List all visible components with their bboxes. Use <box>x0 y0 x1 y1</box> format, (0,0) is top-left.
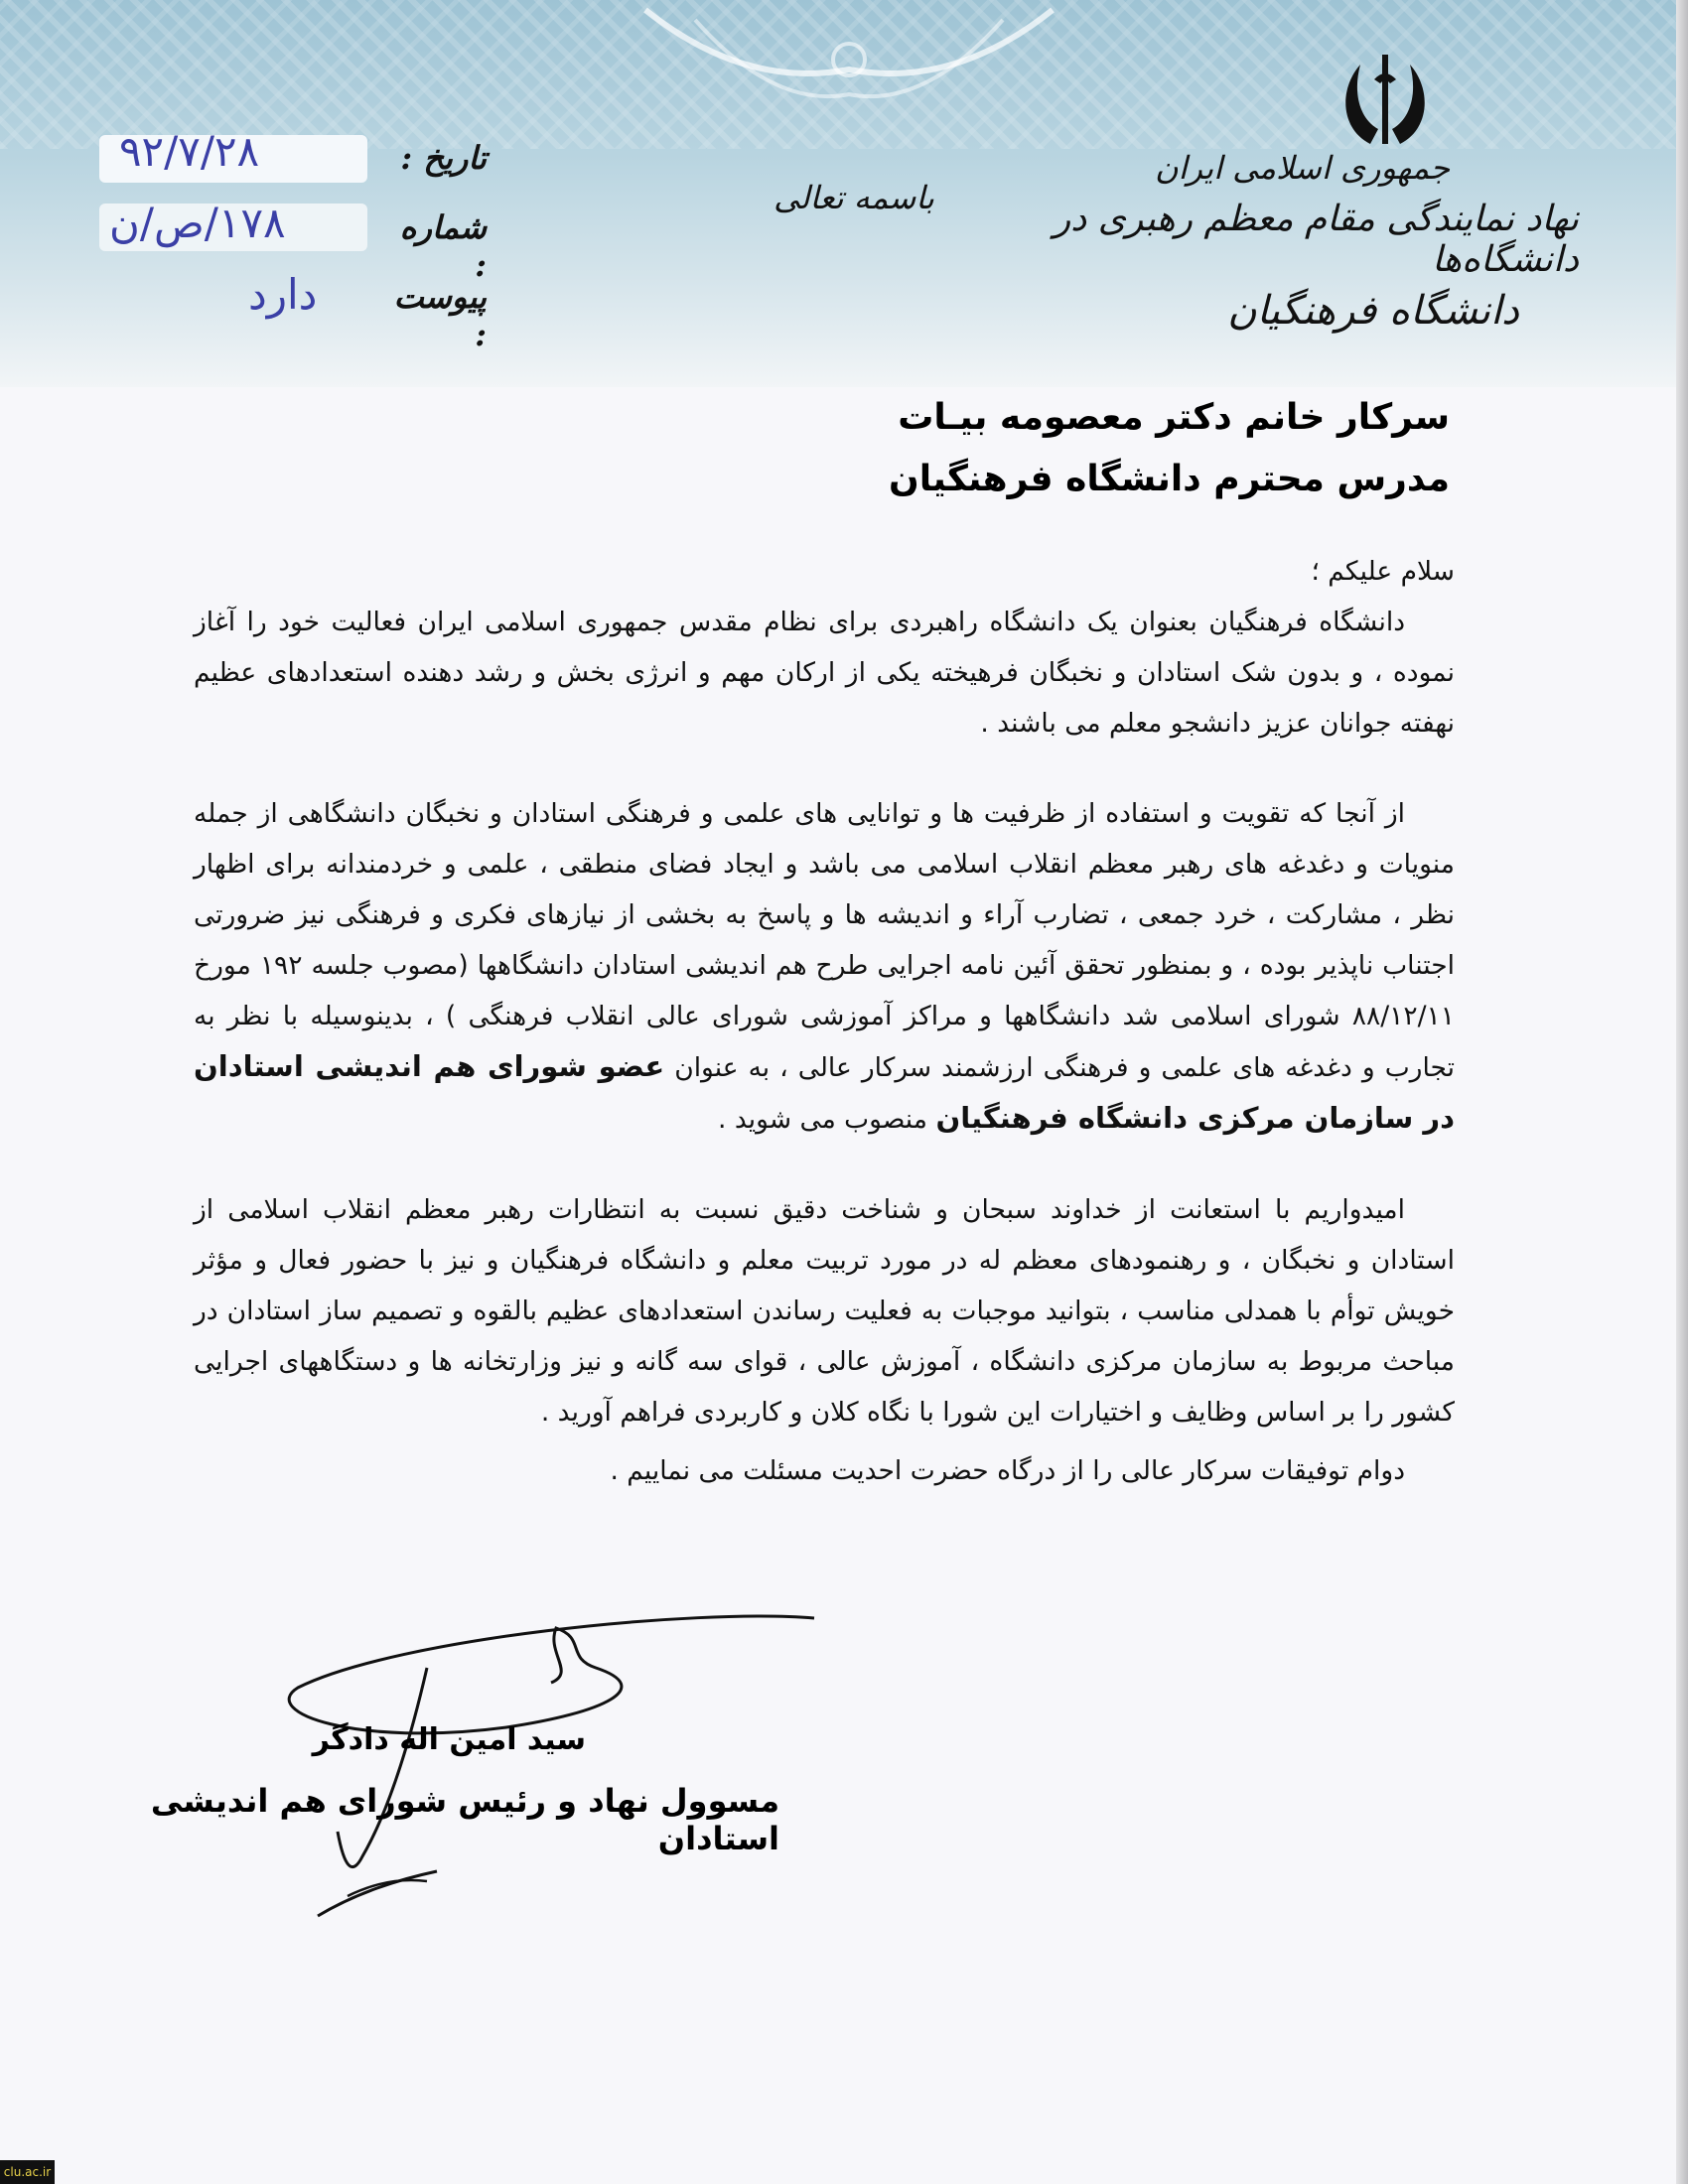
date-value: ۹۲/۷/۲۸ <box>119 127 260 176</box>
addressee-title: مدرس محترم دانشگاه فرهنگیان <box>889 459 1450 499</box>
paragraph-2-text: از آنجا که تقویت و استفاده از ظرفیت ها و توانایی های علمی و فرهنگی استادان و نخبگان دانشگاهی از جمله منویات و دغدغه های رهبر معظم انقلاب اسلامی می باشد و ایجاد فضای منطقی ، علمی و خردمندانه برای اظهار نظر ، مشارکت ، خرد جمعی ، تضارب آراء و اندیشه ها و پاسخ به بخشی از نیازهای فکری و فرهنگی نیز ضرورتی اجتناب ناپذیر بوده ، و بمنظور تحقق آئین نامه اجرایی طرح هم اندیشی استادان دانشگاهها (مصوب جلسه ۱۹۲ مورخ ۸۸/۱۲/۱۱ شورای اسلامی شد دانشگاهها و مراکز آموزشی شورای عالی انقلاب فرهنگی ) ، بدینوسیله با نظر به تجارب و دغدغه های علمی و فرهنگی ارزشمند سرکار عالی ، به عنوان <box>194 798 1455 1083</box>
site-logo: clu.ac.ir <box>0 2160 55 2184</box>
paragraph-2-end: منصوب می شوید . <box>718 1104 927 1135</box>
ornament-icon <box>635 0 1062 139</box>
attachment-label: پیوست : <box>393 278 487 353</box>
appointment-title: عضو شورای هم اندیشی استادان در سازمان مرکزی دانشگاه فرهنگیان <box>194 1049 1455 1135</box>
signatory-name: سید امین اله دادگر <box>312 1722 586 1757</box>
scan-edge <box>1676 0 1688 2184</box>
basmala: باسمه تعالی <box>774 179 934 216</box>
letter-body <box>194 546 1455 1496</box>
letterhead-office: نهاد نمایندگی مقام معظم رهبری در دانشگاه‌ها <box>1053 199 1579 280</box>
paragraph-3: امیدواریم با استعانت از خداوند سبحان و شناخت دقیق نسبت به انتظارات رهبر معظم انقلاب اسلامی از استادان و نخبگان ، و رهنمودهای معظم له در مورد تربیت معلم و دانشگاه فرهنگیان و نیز با حضور فعال و مؤثر خویش توأم با همدلی مناسب ، بتوانید موجبات به فعلیت رساندن استعدادهای عظیم بالقوه و تصمیم ساز استادان در مباحث مربوط به سازمان مرکزی دانشگاه ، آموزش عالی ، قوای سه گانه و نیز وزارتخانه ها و دستگاههای اجرایی کشور را بر اساس وظایف و اختیارات این شورا با نگاه کلان و کاربردی فراهم آورید . <box>194 1194 1455 1428</box>
greeting: سلام علیکم ؛ <box>1311 556 1455 587</box>
iran-emblem-icon <box>1331 50 1440 149</box>
date-label: تاریخ : <box>400 139 487 177</box>
number-value: ۱۷۸/ص/ن <box>109 199 286 247</box>
addressee-name: سرکار خانم دکتر معصومه بیـات <box>898 397 1450 438</box>
letterhead-country: جمهوری اسلامی ایران <box>1155 149 1450 187</box>
number-label: شماره : <box>399 208 487 284</box>
letterhead-university: دانشگاه فرهنگیان <box>1227 288 1519 334</box>
signatory-title: مسوول نهاد و رئیس شورای هم اندیشی استادان <box>150 1782 779 1857</box>
paragraph-1: دانشگاه فرهنگیان بعنوان یک دانشگاه راهبردی برای نظام مقدس جمهوری اسلامی ایران فعالیت خود را آغاز نموده ، و بدون شک استادان و نخبگان فرهیخته یکی از ارکان مهم و انرژی بخش و رشد دهنده استعدادهای عظیم نهفته جوانان عزیز دانشجو معلم می باشند . <box>194 607 1455 739</box>
paragraph-2 <box>194 788 1455 1145</box>
attachment-value: دارد <box>248 270 318 319</box>
closing-line: دوام توفیقات سرکار عالی را از درگاه حضرت احدیت مسئلت می نماییم . <box>610 1455 1405 1486</box>
signature-icon <box>278 1598 874 1926</box>
